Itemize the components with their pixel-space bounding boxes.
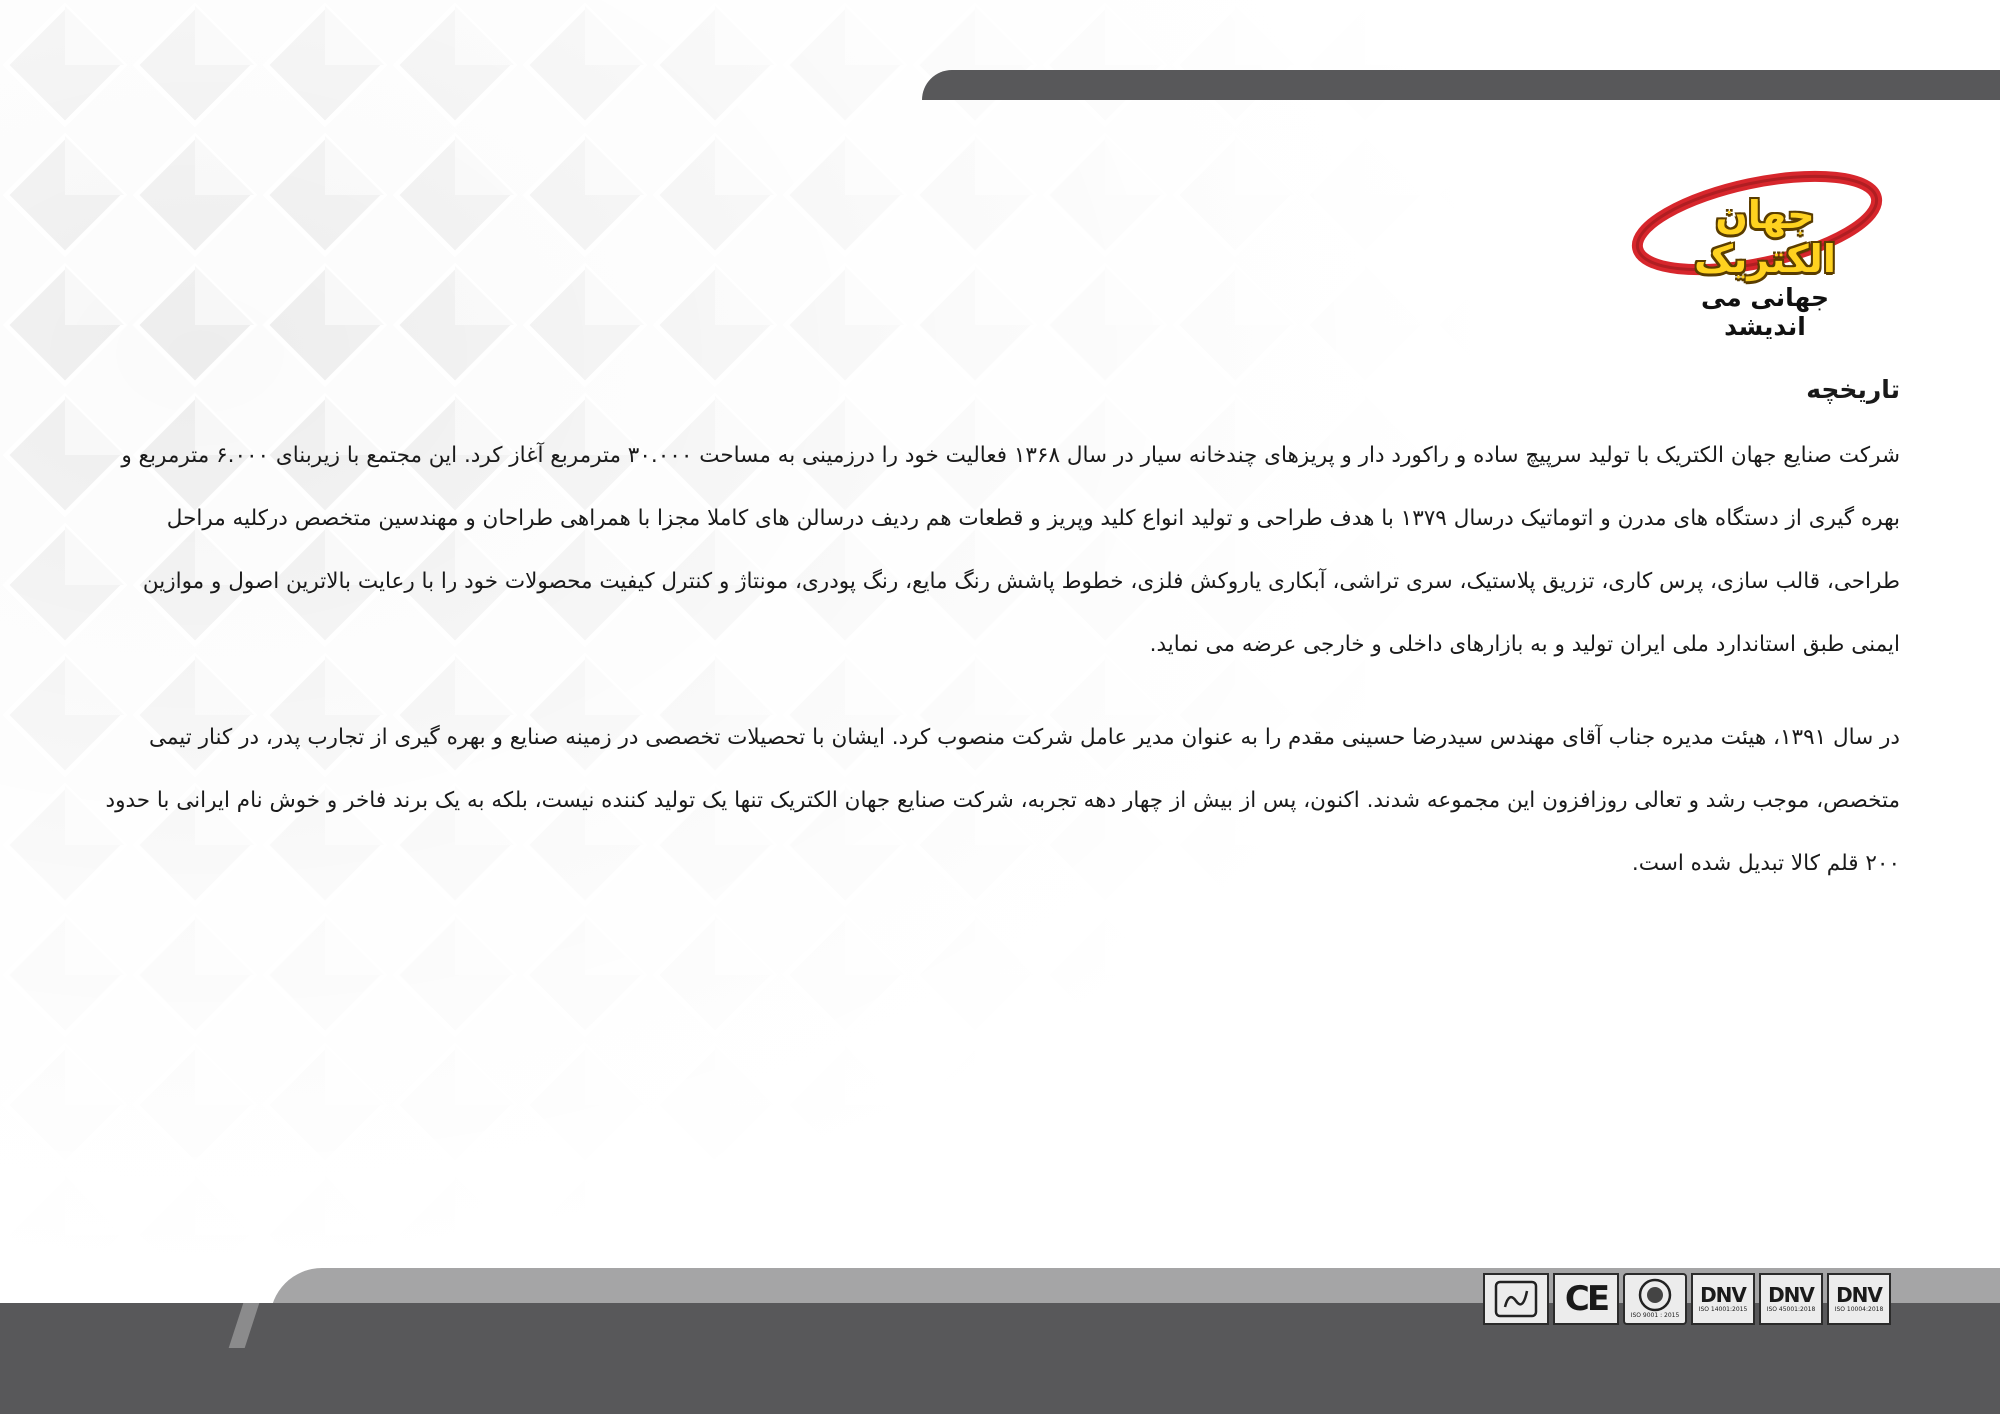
dnv-label-2: DNV (1768, 1283, 1814, 1307)
dnv-standard-3: ISO 10004:2018 (1834, 1306, 1884, 1313)
dnv-label-1: DNV (1700, 1283, 1746, 1307)
iso-seal-icon (1638, 1278, 1672, 1312)
dnv-badge-1 (1691, 1273, 1755, 1325)
iso-9001-text: ISO 9001 : 2015 (1630, 1312, 1680, 1319)
dnv-standard-2: ISO 45001:2018 (1766, 1306, 1816, 1313)
history-paragraph-2: در سال ۱۳۹۱، هیئت مدیره جناب آقای مهندس سیدرضا حسینی مقدم را به عنوان مدیر عامل شرکت منصوب کرد. ایشان با تحصیلات تخصصی در زمینه صنایع و بهره گیری از تجارب پدر، در کنار تیمی متخصص، موجب رشد و تعالی روزافزون این مجموعه شدند. اکنون، پس از بیش از چهار دهه تجربه، شرکت صنایع جهان الکتریک تنها یک تولید کننده نیست، بلکه به یک برند فاخر و خوش نام ایرانی با حدود ۲۰۰ قلم کالا تبدیل شده است. (105, 725, 1900, 876)
dnv-standard-1: ISO 14001:2015 (1698, 1306, 1748, 1313)
history-heading: تاریخچه (1806, 375, 1900, 404)
iran-standard-badge (1483, 1273, 1549, 1325)
logo-slogan: جهانی می اندیشد (1700, 283, 1830, 341)
top-header-bar (922, 70, 2000, 100)
company-logo (1625, 165, 1895, 341)
iran-standard-icon (1493, 1279, 1539, 1319)
logo-title: جهان الکتریک (1694, 193, 1836, 281)
certification-badges (1483, 1273, 1893, 1328)
ce-mark-badge (1553, 1273, 1619, 1325)
iso-9001-badge (1623, 1273, 1687, 1325)
dnv-badge-3 (1827, 1273, 1891, 1325)
ce-mark-text: CE (1564, 1279, 1608, 1319)
dnv-badge-2 (1759, 1273, 1823, 1325)
history-section (100, 375, 1900, 895)
history-paragraph-1: شرکت صنایع جهان الکتریک با تولید سرپیچ ساده و راکورد دار و پریزهای چندخانه سیار در سال ۱۳۶۸ فعالیت خود را درزمینی به مساحت ۳۰.۰۰۰ مترمربع آغاز کرد. این مجتمع با زیربنای ۶.۰۰۰ مترمربع و بهره گیری از دستگاه های مدرن و اتوماتیک درسال ۱۳۷۹ با هدف طراحی و تولید انواع کلید وپریز و قطعات هم ردیف درسالن های کاملا مجزا با همراهی طراحان و مهندسین متخصص درکلیه مراحل طراحی، قالب سازی، پرس کاری، تزریق پلاستیک، سری تراشی، آبکاری یاروکش فلزی، خطوط پاشش رنگ مایع، رنگ پودری، مونتاژ و کنترل کیفیت محصولات خود را با رعایت بالاترین اصول و موازین ایمنی طبق استاندارد ملی ایران تولید و به بازارهای داخلی و خارجی عرضه می نماید. (121, 443, 1900, 657)
dnv-label-3: DNV (1836, 1283, 1882, 1307)
